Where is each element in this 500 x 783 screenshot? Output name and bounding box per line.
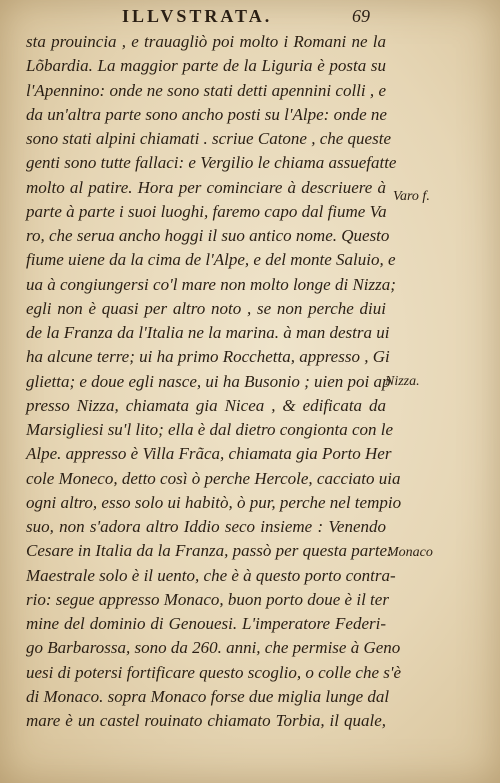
text-line: mare è un castel rouinato chiamato Torbia, il quale, — [26, 711, 386, 730]
text-line: l'Apennino: onde ne sono stati detti apennini colli , e — [26, 80, 386, 100]
text-line: ua à congiungersi co'l mare non molto longe di Nizza; — [26, 274, 396, 294]
text-line: egli non è quasi per altro noto , se non perche diui — [26, 298, 386, 318]
body-text — [26, 30, 402, 733]
text-line: sta prouincia , e trauagliò poi molto i Romani ne la — [26, 32, 386, 51]
text-line: genti sono tutte fallaci: e Vergilio le chiama assuefatte — [26, 153, 397, 173]
text-line: Marsigliesi su'l lito; ella è dal dietro congionta con le — [26, 420, 394, 439]
text-line: mine del dominio di Genouesi. L'imperatore Federi- — [26, 614, 386, 633]
text-line: da un'altra parte sono ancho posti su l'Alpe: onde ne — [26, 104, 387, 124]
text-line: Maestrale solo è il uento, che è à questo porto contra- — [26, 565, 396, 585]
text-line: molto al patire. Hora per cominciare à descriuere à — [26, 177, 386, 197]
text-line: de la Franza da l'Italia ne la marina. à man destra ui — [26, 323, 390, 342]
margin-note-nizza: Nizza. — [385, 374, 420, 389]
text-line: fiume uiene da la cima de l'Alpe, e del monte Saluio, e — [26, 250, 396, 270]
text-line: sono stati alpini chiamati . scriue Catone , che queste — [26, 129, 391, 148]
text-line: ogni altro, esso solo ui habitò, ò pur, perche nel tempio — [26, 492, 402, 512]
margin-note-monaco: Monaco — [387, 545, 433, 560]
text-line: go Barbarossa, sono da 260. anni, che permise à Geno — [26, 638, 401, 658]
text-line: parte à parte i suoi luoghi, faremo capo dal fiume Va — [26, 201, 387, 221]
page-header — [0, 4, 500, 30]
text-line: cole Moneco, detto così ò perche Hercole, cacciato uia — [26, 468, 401, 488]
text-line: di Monaco. sopra Monaco forse due miglia lunge dal — [26, 686, 390, 706]
text-line: glietta; e doue egli nasce, ui ha Busonio ; uien poi ap — [26, 371, 391, 391]
text-line: presso Nizza, chiamata gia Nicea , & edificata da — [26, 395, 386, 415]
text-line: Lõbardia. La maggior parte de la Liguria è posta su — [26, 56, 386, 76]
text-line: Cesare in Italia da la Franza, passò per questa parte: — [26, 541, 393, 561]
text-line: suo, non s'adora altro Iddio seco insieme : Venendo — [26, 517, 386, 536]
text-line: rio: segue appresso Monaco, buon porto doue è il ter — [26, 589, 389, 609]
text-line: Alpe. appresso è Villa Frãca, chiamata gia Porto Her — [26, 444, 392, 464]
text-line: ro, che serua ancho hoggi il suo antico nome. Questo — [26, 226, 390, 245]
page-number: 69 — [352, 6, 370, 26]
running-head: ILLVSTRATA. — [122, 6, 273, 26]
text-line: ha alcune terre; ui ha primo Rocchetta, appresso , Gi — [26, 347, 390, 367]
text-line: uesi di potersi fortificare questo scoglio, o colle che s'è — [26, 662, 402, 682]
margin-note-varo: Varo f. — [393, 189, 430, 204]
